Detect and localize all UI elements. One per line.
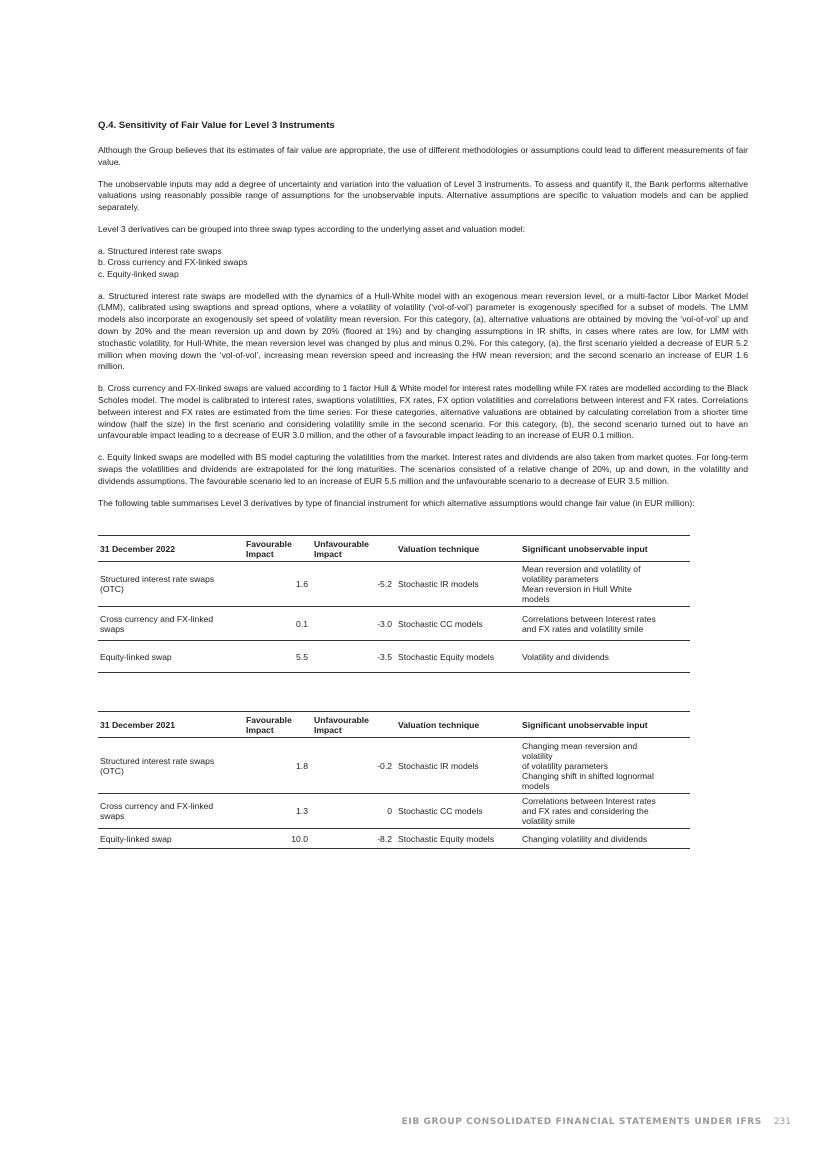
header-unfavourable: Unfavourable Impact — [312, 712, 396, 738]
cell-unfavourable: -3.0 — [312, 607, 396, 641]
cell-favourable: 10.0 — [244, 829, 312, 849]
cell-technique: Stochastic CC models — [396, 607, 520, 641]
cell-instrument: Cross currency and FX-linked swaps — [98, 794, 244, 829]
paragraph-unobservable-inputs: The unobservable inputs may add a degree of uncertainty and variation into the valuation of Level 3 instruments. To assess and quantify it, the Bank performs alternative valuations using reasonably possible range of assumptions for the unobservable inputs. Alternative assumptions are specific to valuation models and can be applied separately. — [98, 178, 748, 213]
cell-instrument: Equity-linked swap — [98, 641, 244, 673]
list-item: c. Equity-linked swap — [98, 268, 179, 279]
header-date: 31 December 2021 — [98, 712, 244, 738]
cell-technique: Stochastic CC models — [396, 794, 520, 829]
paragraph-structured-irs: a. Structured interest rate swaps are modelled with the dynamics of a Hull-White model with an exogenous mean reversion level, or a multi-factor Libor Market Model (LMM), calibrated using swaptions and spread options, where a volatility of volatility (‘vol-of-vol’) parameter is exogenously specified for a subset of models. The LMM models also incorporate an exogenously set speed of volatility mean reversion. For this category, (a), alternative valuations are obtained by moving the ‘vol-of-vol’ up and down by 20% and the mean reversion up and down by 20% (floored at 1%) and by changing assumptions in IR shifts, in cases where rates are low, for LMM with stochastic volatility, for Hull-White, the mean reversion level was changed by plus and minus 0.2%. For this category, (a), the first scenario yielded a decrease of EUR 5.2 million when moving down the ‘vol-of-vol’, increasing mean reversion speed and increasing the HW mean reversion; and the second scenario an increase of EUR 1.6 million. — [98, 290, 748, 372]
cell-unfavourable: -0.2 — [312, 738, 396, 794]
cell-input: Changing mean reversion and volatility of volatility parameters Changing shift in shifted lognormal models — [520, 738, 690, 794]
cell-instrument: Cross currency and FX-linked swaps — [98, 607, 244, 641]
paragraph-intro: Although the Group believes that its estimates of fair value are appropriate, the use of different methodologies or assumptions could lead to different measurements of fair value. — [98, 145, 748, 167]
page-footer — [402, 1117, 791, 1127]
table-row — [98, 641, 690, 673]
cell-favourable: 5.5 — [244, 641, 312, 673]
cell-favourable: 0.1 — [244, 607, 312, 641]
header-unobservable-input: Significant unobservable input — [520, 712, 690, 738]
section-heading: Q.4. Sensitivity of Fair Value for Level 3 Instruments — [98, 120, 335, 131]
cell-technique: Stochastic IR models — [396, 562, 520, 607]
cell-input: Correlations between Interest rates and FX rates and volatility smile — [520, 607, 690, 641]
table-header-row — [98, 712, 690, 738]
list-item: a. Structured interest rate swaps — [98, 245, 222, 256]
cell-instrument: Equity-linked swap — [98, 829, 244, 849]
table-row — [98, 829, 690, 849]
header-date: 31 December 2022 — [98, 536, 244, 562]
cell-favourable: 1.3 — [244, 794, 312, 829]
cell-favourable: 1.8 — [244, 738, 312, 794]
cell-technique: Stochastic Equity models — [396, 641, 520, 673]
header-valuation-technique: Valuation technique — [396, 536, 520, 562]
header-favourable: Favourable Impact — [244, 536, 312, 562]
cell-input: Changing volatility and dividends — [520, 829, 690, 849]
swap-type-list — [98, 246, 748, 281]
cell-unfavourable: -8.2 — [312, 829, 396, 849]
cell-input: Correlations between Interest rates and FX rates and considering the volatility smile — [520, 794, 690, 829]
cell-instrument: Structured interest rate swaps (OTC) — [98, 738, 244, 794]
header-valuation-technique: Valuation technique — [396, 712, 520, 738]
cell-unfavourable: -5.2 — [312, 562, 396, 607]
cell-input: Mean reversion and volatility of volatility parameters Mean reversion in Hull White models — [520, 562, 690, 607]
cell-technique: Stochastic Equity models — [396, 829, 520, 849]
paragraph-cross-currency: b. Cross currency and FX-linked swaps are valued according to 1 factor Hull & White model for interest rates modelling while FX rates are modelled according to the Black Scholes model. The model is calibrated to interest rates, swaptions volatilities, FX rates, FX option volatilities and correlations between interest and FX rates. Correlations between interest and FX rates are estimated from the time series. For these categories, alternative valuations are obtained by calculating correlation from a shorter time window (half the size) in the first scenario and considering volatility smile in the second scenario. For this category, (b), the second scenario turned out to have an unfavourable impact leading to a decrease of EUR 3.0 million, and the other of a favourable impact leading to an increase of EUR 0.1 million. — [98, 383, 748, 441]
table-header-row — [98, 536, 690, 562]
paragraph-level3-groups: Level 3 derivatives can be grouped into three swap types according to the underlying asset and valuation model: — [98, 223, 526, 234]
document-body — [98, 120, 748, 849]
cell-technique: Stochastic IR models — [396, 738, 520, 794]
header-favourable: Favourable Impact — [244, 712, 312, 738]
list-item: b. Cross currency and FX-linked swaps — [98, 257, 248, 268]
table-row — [98, 562, 690, 607]
footer-title: EIB GROUP CONSOLIDATED FINANCIAL STATEMENTS UNDER IFRS — [401, 1117, 762, 1127]
table-2021 — [98, 711, 690, 849]
table-row — [98, 794, 690, 829]
table-row — [98, 607, 690, 641]
paragraph-equity-linked: c. Equity linked swaps are modelled with BS model capturing the volatilities from the market. Interest rates and dividends are also taken from market quotes. For long-term swaps the volatilities and dividends are extrapolated for the long maturities. The scenarios consisted of a relative change of 20%, up and down, in the volatility and dividends assumptions. The favourable scenario led to an increase of EUR 5.5 million and the unfavourable scenario to a decrease of EUR 3.5 million. — [98, 452, 748, 486]
cell-input: Volatility and dividends — [520, 641, 690, 673]
header-unfavourable: Unfavourable Impact — [312, 536, 396, 562]
cell-instrument: Structured interest rate swaps (OTC) — [98, 562, 244, 607]
cell-unfavourable: -3.5 — [312, 641, 396, 673]
table-row — [98, 738, 690, 794]
table-2022 — [98, 535, 690, 673]
cell-unfavourable: 0 — [312, 794, 396, 829]
paragraph-table-intro: The following table summarises Level 3 derivatives by type of financial instrument for which alternative assumptions would change fair value (in EUR million): — [98, 497, 695, 508]
page-number: 231 — [773, 1117, 791, 1127]
cell-favourable: 1.6 — [244, 562, 312, 607]
header-unobservable-input: Significant unobservable input — [520, 536, 690, 562]
